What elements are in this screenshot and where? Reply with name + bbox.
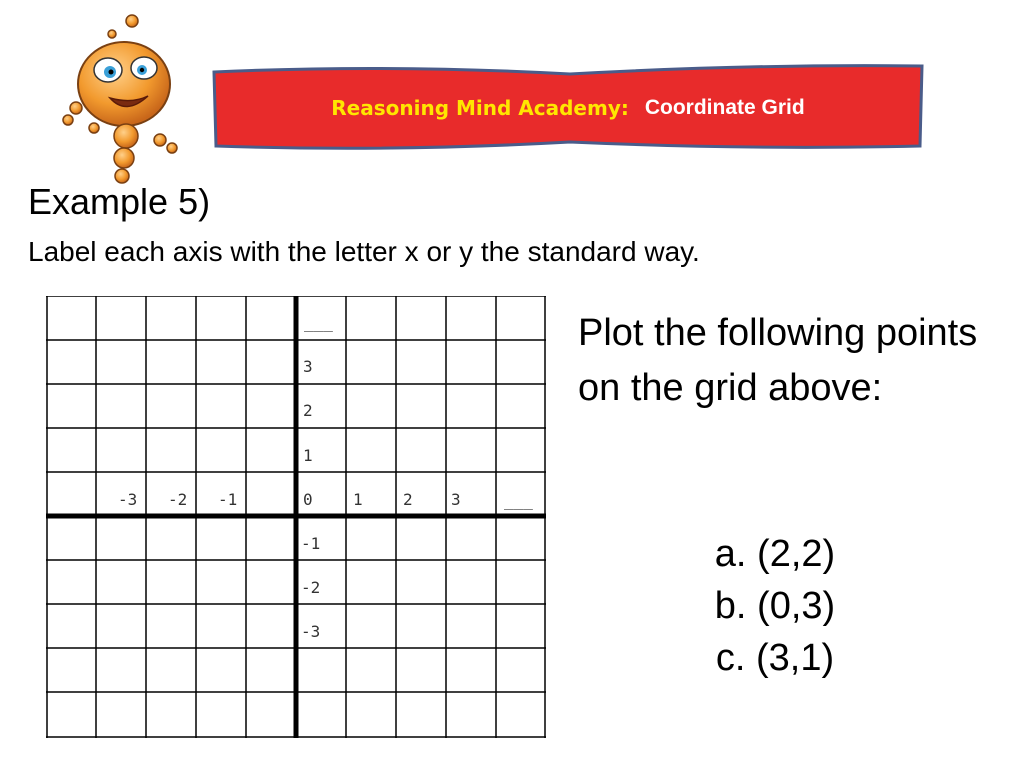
y-tick: 2 <box>303 401 313 420</box>
x-tick: 0 <box>303 490 313 509</box>
x-tick: -2 <box>168 490 188 509</box>
points-list <box>640 528 910 684</box>
point-item: a. (2,2) <box>714 533 836 575</box>
x-tick: 1 <box>353 490 363 509</box>
banner-prefix: Reasoning Mind Academy: <box>331 96 629 120</box>
banner-title: Coordinate Grid <box>644 96 805 119</box>
example-title: Example 5) <box>28 181 211 222</box>
x-tick: -3 <box>118 490 138 509</box>
plot-instruction: Plot the following points on the grid above: <box>578 312 978 409</box>
coordinate-grid[interactable] <box>46 296 546 738</box>
grid-lines <box>46 296 546 738</box>
y-axis-label-blank[interactable]: ___ <box>304 313 333 332</box>
x-tick: -1 <box>218 490 238 509</box>
x-axis-label-blank[interactable]: ___ <box>504 491 533 510</box>
axes <box>46 296 546 738</box>
instruction-text: Label each axis with the letter x or y the standard way. <box>28 236 700 267</box>
y-tick: -3 <box>301 622 321 641</box>
x-tick: 3 <box>451 490 461 509</box>
y-tick: 3 <box>303 357 313 376</box>
y-tick: -2 <box>301 578 321 597</box>
y-tick: -1 <box>301 534 321 553</box>
point-item: c. (3,1) <box>715 637 835 679</box>
x-tick: 2 <box>403 490 413 509</box>
point-item: b. (0,3) <box>714 585 836 627</box>
y-tick: 1 <box>303 446 313 465</box>
title-banner <box>210 60 926 156</box>
mascot-icon <box>52 12 202 184</box>
